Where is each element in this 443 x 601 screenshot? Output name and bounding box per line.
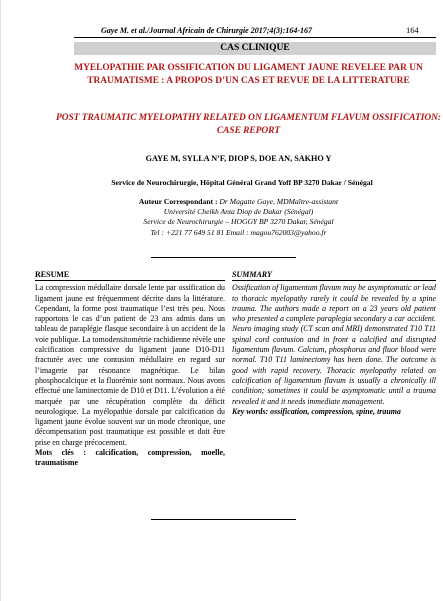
author-list: GAYE M, SYLLA N’F, DIOP S, DOE AN, SAKHO Y <box>145 154 332 163</box>
resume-heading: RESUME <box>35 270 225 281</box>
correspondence-label: Auteur Correspondant : <box>138 197 218 206</box>
correspondence-line-3: Service de Neurochirurgie – HOGGY BP 3270 Dakar, Sénégal <box>143 217 334 227</box>
resume-column <box>35 270 225 469</box>
article-title-en: POST TRAUMATIC MYELOPATHY RELATED ON LIGAMENTUM FLAVUM OSSIFICATION: CASE REPORT <box>55 113 442 136</box>
summary-heading: SUMMARY <box>232 270 436 281</box>
article-title-fr: MYELOPATHIE PAR OSSIFICATION DU LIGAMENT JAUNE REVELEE PAR UN TRAUMATISME : A PROPOS D’UN CAS ET REVUE DE LA LITTERATURE <box>74 63 423 86</box>
correspondence-line-2: Université Cheikh Anta Diop de Dakar (Sénégal) <box>163 207 314 217</box>
running-header: Gaye M. et al./Journal Africain de Chirurgie 2017;4(3):164-167 <box>101 26 313 35</box>
summary-column <box>232 270 436 417</box>
resume-body: La compression médullaire dorsale lente par ossification du ligament jaune est fréquemment décrite dans la littérature. Cependant, la forme post traumatique l’est très peu. Nous rapportons le cas d’un patient de 23 ans admis dans un tableau de paraplégie flasque secondaire à un accident de la voie publique. La tomodensitométrie rachidienne révèle une calcification compressive du ligament jaune D10-D11 fracturée avec une contusion médullaire en regard sur l’imagerie par résonance magnétique. Le bilan phosphocalcique et la fluorémie sont normaux. Nous avons effectué une laminectomie de D10 et D11. L’évolution a été marquée par une récupération complète du déficit neurologique. La myélopathie dorsale par calcification du ligament jaune évolue souvent sur un mode chronique, une décompensation post traumatique est possible et doit être prise en charge précocement. <box>35 283 225 447</box>
summary-keywords: Key words: ossification, compression, spine, trauma <box>232 406 401 416</box>
page-number: 164 <box>406 25 419 35</box>
resume-keywords: Mots clés : calcification, compression, moelle, traumatisme <box>35 448 225 468</box>
section-banner: CAS CLINIQUE <box>74 42 436 55</box>
affiliation: Service de Neurochirurgie, Hôpital Général Grand Yoff BP 3270 Dakar / Sénégal <box>111 178 373 187</box>
correspondence-block <box>41 197 436 238</box>
separator-rule <box>151 257 296 258</box>
footer-rule <box>151 519 296 520</box>
correspondence-line-4: Tel : +221 77 649 51 81 Email : magou762003@yahoo.fr <box>150 227 327 237</box>
header-rule <box>74 37 436 38</box>
summary-body: Ossification of ligamentum flavum may be asymptomatic or lead to thoracic myelopathy rarely it could be revealed by a spine trauma. The authors made a report on a 23 years old patient who presented a complete paraplegia secondary a car accident. Neuro imaging study (CT scan and MRI) demonstrated T10 T11 spinal cord contusion and in front a calcified and disrupted ligamentum flavum. Calcium, phosphorus and fluor blood were normal. T10 T11 laminectomy has been done. The outcome is good with rapid recovery. Thoracic myelopathy related on calcification of ligamentum flavum is usually a chronically ill condition; sometimes it could be asymptomatic until a trauma revealed it and it needs immediate management. <box>232 283 436 406</box>
correspondence-line-1 <box>41 197 436 207</box>
correspondence-name: Dr Magatte Gaye, MDMaître-assistant <box>219 197 339 206</box>
